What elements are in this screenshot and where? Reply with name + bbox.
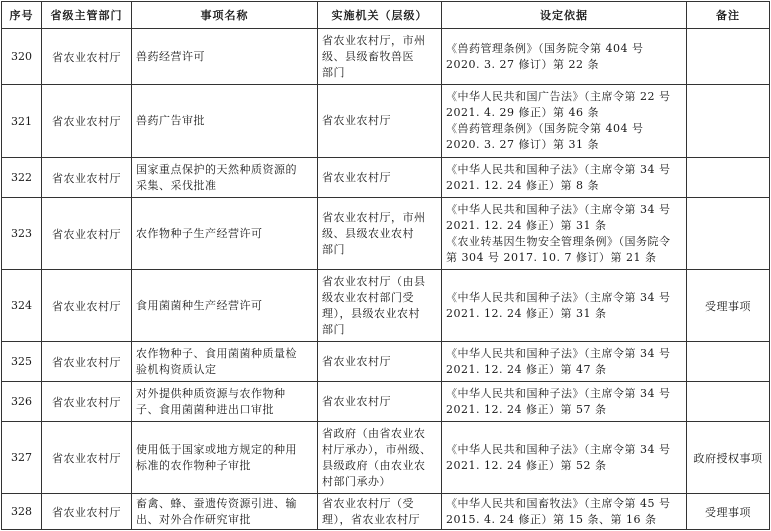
serial-number-cell: 325 — [2, 342, 42, 382]
item-name-cell-line: 畜禽、蜂、蚕遗传资源引进、输 — [136, 496, 297, 510]
implementing-agency-cell-line: 省农业农村厅 — [322, 354, 391, 368]
legal-basis-cell-line: 2015. 4. 24 修正）第 15 条、第 16 条 — [446, 512, 657, 526]
legal-basis-cell-line: 2021. 12. 24 修正）第 52 条 — [446, 458, 607, 472]
department-cell: 省农业农村厅 — [42, 422, 132, 494]
item-name-cell-line: 标准的农作物种子审批 — [136, 458, 251, 472]
table-row — [2, 382, 770, 422]
item-name-cell — [132, 270, 318, 342]
legal-basis-cell-line: 《农业转基因生物安全管理条例》（国务院令 — [446, 234, 671, 248]
table-row — [2, 422, 770, 494]
remarks-cell — [687, 198, 770, 270]
header-item-name: 事项名称 — [132, 2, 318, 29]
implementing-agency-cell-line: 理），省农业农村厅 — [322, 512, 420, 526]
implementing-agency-cell-line: 省农业农村厅 — [322, 170, 391, 184]
legal-basis-cell — [442, 494, 687, 530]
legal-basis-cell — [442, 270, 687, 342]
legal-basis-cell-line: 2021. 12. 24 修正）第 47 条 — [446, 362, 607, 376]
legal-basis-cell — [442, 158, 687, 198]
implementing-agency-cell — [318, 29, 442, 85]
item-name-cell — [132, 422, 318, 494]
legal-basis-cell-line: 2020. 3. 27 修订）第 22 条 — [446, 57, 599, 71]
implementing-agency-cell — [318, 270, 442, 342]
implementing-agency-cell-line: 省农业农村厅 — [322, 394, 391, 408]
serial-number-cell: 324 — [2, 270, 42, 342]
serial-number-cell: 322 — [2, 158, 42, 198]
legal-basis-cell — [442, 382, 687, 422]
serial-number-cell: 323 — [2, 198, 42, 270]
implementing-agency-cell-line: 部门 — [322, 322, 345, 336]
item-name-cell — [132, 85, 318, 158]
item-name-cell — [132, 494, 318, 530]
item-name-cell-line: 农作物种子生产经营许可 — [136, 226, 263, 240]
implementing-agency-cell — [318, 158, 442, 198]
serial-number-cell: 327 — [2, 422, 42, 494]
legal-basis-cell-line: 《中华人民共和国畜牧法》（主席令第 45 号 — [446, 496, 671, 510]
implementing-agency-cell — [318, 422, 442, 494]
legal-basis-cell-line: 《中华人民共和国广告法》（主席令第 22 号 — [446, 90, 671, 103]
table-row — [2, 342, 770, 382]
item-name-cell — [132, 342, 318, 382]
legal-basis-cell-line: 《中华人民共和国种子法》（主席令第 34 号 — [446, 386, 671, 400]
legal-basis-cell-line: 2021. 12. 24 修正）第 57 条 — [446, 402, 607, 416]
table-row — [2, 29, 770, 85]
implementing-agency-cell-line: 省农业农村厅（由县 — [322, 274, 426, 288]
implementing-agency-cell-line: 省政府（由省农业农 — [322, 426, 426, 440]
serial-number-cell: 320 — [2, 29, 42, 85]
department-cell: 省农业农村厅 — [42, 29, 132, 85]
header-remarks: 备注 — [687, 2, 770, 29]
item-name-cell — [132, 158, 318, 198]
implementing-agency-cell-line: 级、县级畜牧兽医 — [322, 49, 414, 63]
legal-basis-cell-line: 第 304 号 2017. 10. 7 修订）第 21 条 — [446, 250, 657, 264]
legal-basis-cell-line: 《中华人民共和国种子法》（主席令第 34 号 — [446, 202, 671, 216]
table-row — [2, 494, 770, 530]
item-name-cell — [132, 382, 318, 422]
legal-basis-cell-line: 《中华人民共和国种子法》（主席令第 34 号 — [446, 346, 671, 360]
item-name-cell-line: 出、对外合作研究审批 — [136, 512, 251, 526]
table-row — [2, 85, 770, 158]
remarks-cell — [687, 382, 770, 422]
remarks-cell: 政府授权事项 — [687, 422, 770, 494]
header-serial: 序号 — [2, 2, 42, 29]
legal-basis-cell-line: 2021. 12. 24 修正）第 8 条 — [446, 178, 599, 192]
table-row — [2, 270, 770, 342]
implementing-agency-cell-line: 级、县级农业农村 — [322, 226, 414, 240]
serial-number-cell: 326 — [2, 382, 42, 422]
implementing-agency-cell-line: 省农业农村厅 — [322, 114, 391, 127]
department-cell: 省农业农村厅 — [42, 85, 132, 158]
legal-basis-cell-line: 《兽药管理条例》（国务院令第 404 号 — [446, 41, 644, 55]
legal-basis-cell — [442, 198, 687, 270]
remarks-cell — [687, 29, 770, 85]
legal-basis-cell-line: 2021. 12. 24 修正）第 31 条 — [446, 306, 607, 320]
department-cell: 省农业农村厅 — [42, 382, 132, 422]
department-cell: 省农业农村厅 — [42, 158, 132, 198]
legal-basis-cell-line: 《中华人民共和国种子法》（主席令第 34 号 — [446, 442, 671, 456]
item-name-cell — [132, 198, 318, 270]
item-name-cell-line: 国家重点保护的天然种质资源的 — [136, 162, 297, 176]
item-name-cell-line: 农作物种子、食用菌菌种质量检 — [136, 346, 297, 360]
implementing-agency-cell-line: 省农业农村厅，市州 — [322, 33, 426, 47]
header-department: 省级主管部门 — [42, 2, 132, 29]
legal-basis-cell-line: 2020. 3. 27 修订）第 31 条 — [446, 138, 599, 151]
serial-number-cell: 321 — [2, 85, 42, 158]
legal-basis-cell-line: 2021. 4. 29 修正）第 46 条 — [446, 106, 599, 119]
implementing-agency-cell — [318, 85, 442, 158]
item-name-cell-line: 对外提供种质资源与农作物种 — [136, 386, 286, 400]
legal-basis-cell — [442, 85, 687, 158]
implementing-agency-cell-line: 村部门承办） — [322, 474, 391, 488]
item-name-cell-line: 采集、采伐批准 — [136, 178, 217, 192]
item-name-cell — [132, 29, 318, 85]
implementing-agency-cell-line: 省农业农村厅，市州 — [322, 210, 426, 224]
remarks-cell — [687, 342, 770, 382]
legal-basis-cell-line: 2021. 12. 24 修正）第 31 条 — [446, 218, 607, 232]
legal-basis-cell-line: 《中华人民共和国种子法》（主席令第 34 号 — [446, 162, 671, 176]
legal-basis-cell — [442, 422, 687, 494]
table-header-row — [2, 2, 770, 29]
item-name-cell-line: 验机构资质认定 — [136, 362, 217, 376]
legal-basis-cell-line: 《兽药管理条例》（国务院令第 404 号 — [446, 122, 644, 135]
item-name-cell-line: 兽药经营许可 — [136, 49, 205, 63]
table-row — [2, 198, 770, 270]
legal-basis-cell — [442, 29, 687, 85]
item-name-cell-line: 子、食用菌菌种进出口审批 — [136, 402, 274, 416]
implementing-agency-cell-line: 县级政府（由农业农 — [322, 458, 426, 472]
header-implementing-agency: 实施机关（层级） — [318, 2, 442, 29]
implementing-agency-cell-line: 级农业农村部门受 — [322, 290, 414, 304]
header-legal-basis: 设定依据 — [442, 2, 687, 29]
implementing-agency-cell-line: 部门 — [322, 242, 345, 256]
serial-number-cell: 328 — [2, 494, 42, 530]
item-name-cell-line: 使用低于国家或地方规定的种用 — [136, 442, 297, 456]
item-name-cell-line: 食用菌菌种生产经营许可 — [136, 298, 263, 312]
department-cell: 省农业农村厅 — [42, 494, 132, 530]
item-name-cell-line: 兽药广告审批 — [136, 114, 205, 127]
remarks-cell: 受理事项 — [687, 270, 770, 342]
legal-basis-cell — [442, 342, 687, 382]
remarks-cell — [687, 158, 770, 198]
implementing-agency-cell — [318, 342, 442, 382]
table-row — [2, 158, 770, 198]
remarks-cell: 受理事项 — [687, 494, 770, 530]
department-cell: 省农业农村厅 — [42, 342, 132, 382]
implementing-agency-cell — [318, 382, 442, 422]
implementing-agency-cell-line: 省农业农村厅（受 — [322, 496, 414, 510]
implementing-agency-cell — [318, 198, 442, 270]
implementing-agency-cell-line: 部门 — [322, 65, 345, 79]
remarks-cell — [687, 85, 770, 158]
approval-items-table — [1, 1, 770, 530]
legal-basis-cell-line: 《中华人民共和国种子法》（主席令第 34 号 — [446, 290, 671, 304]
department-cell: 省农业农村厅 — [42, 198, 132, 270]
implementing-agency-cell-line: 理），县级农业农村 — [322, 306, 420, 320]
implementing-agency-cell — [318, 494, 442, 530]
department-cell: 省农业农村厅 — [42, 270, 132, 342]
implementing-agency-cell-line: 村厅承办），市州级、 — [322, 442, 432, 456]
